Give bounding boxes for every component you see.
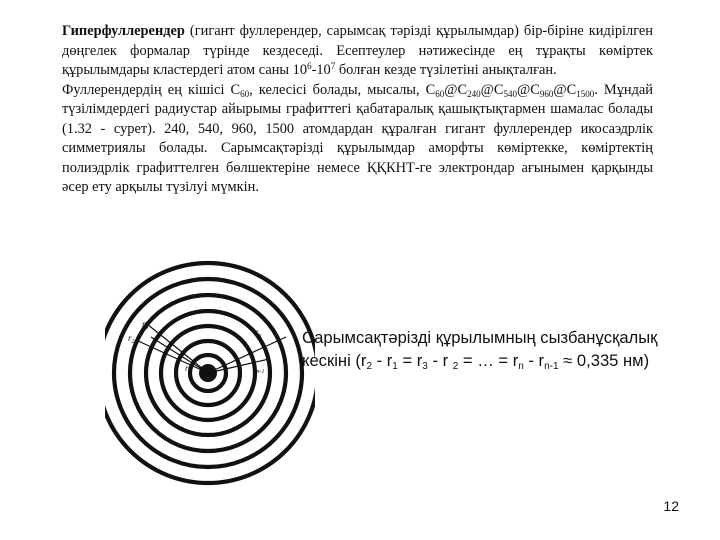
paragraph-1-text: болған кезде түзілетіні анықталған. — [335, 62, 557, 78]
caption-text: - r — [372, 351, 393, 370]
subscript: 2 — [452, 361, 459, 372]
subscript: 240 — [467, 88, 481, 99]
caption-text: - r — [427, 351, 453, 370]
figure-caption — [302, 326, 682, 372]
subscript: 2 — [366, 361, 372, 372]
label-rn: $r_n$ — [255, 327, 262, 339]
paragraph-2-text: @С — [553, 81, 577, 98]
label-r2: $r_2$ — [128, 333, 135, 345]
subscript: 960 — [539, 88, 554, 99]
label-r1: $r_1$ — [185, 363, 192, 375]
label-r3: $r_3$ — [142, 319, 149, 331]
subscript: 540 — [503, 88, 517, 99]
subscript: 60 — [240, 88, 250, 99]
term-hyperfullerenes: Гиперфуллерендер — [62, 23, 185, 39]
subscript: 3 — [422, 361, 428, 372]
paragraph-2-text: @С — [480, 81, 504, 98]
paragraph-2-text: @С — [444, 81, 468, 98]
label-rn-1: $r_{n-1}$ — [253, 363, 265, 375]
paragraph-2-text: @С — [516, 81, 540, 98]
page-number: 12 — [663, 498, 679, 514]
subscript: 1 — [392, 361, 398, 372]
caption-text: - r — [523, 351, 545, 370]
paragraph-2-text: , келесісі болады, мысалы, С — [249, 81, 436, 98]
body-text — [62, 22, 653, 198]
caption-text: = r — [397, 351, 423, 370]
superscript: 6 — [307, 61, 312, 71]
paragraph-2-text: Фуллерендердің ең кішісі С — [62, 81, 241, 98]
paragraph-1-text: -10 — [311, 62, 331, 78]
subscript: 60 — [435, 88, 445, 99]
caption-text: ≈ 0,335 нм) — [558, 351, 650, 370]
paragraph-1-text: (гигант фуллерендер, сарымсақ тәрізді құрылымдар) бір-біріне кидірілген дөңгелек формалар түрінде кездеседі. Есептеулер нәтижесінде ең тұрақты көміртек құрылымдары кластердегі атом саны 10 — [62, 23, 653, 78]
subscript: 1500 — [576, 88, 595, 99]
caption-text: = … = r — [458, 351, 519, 370]
paragraph-2-text: . Мұндай түзілімдердегі радиустар айырымы графиттегі қабатаралық қашықтықтармен шамалас болады (1.32 - сурет). 240, 540, 960, 1500 атомдардан құралған гигант фуллерендер икосаэдрлік симметриялы болады. Сарымсақтәрізді құрылымдар аморфты көміртекке, көміртектің полиэдрлік графиттелген бөлшектеріне немесе ҚҚКНТ-ге электрондар ағынымен қарқынды әсер ету арқылы түзілуі мүмкін. — [62, 81, 654, 195]
paragraph-1 — [62, 22, 653, 81]
superscript: 7 — [330, 61, 336, 71]
subscript: n — [518, 361, 524, 372]
caption-text: Сарымсақтәрізді құрылымның сызбанұсқалық кескіні (r — [302, 328, 658, 370]
onion-structure-figure — [105, 245, 315, 490]
paragraph-2 — [62, 81, 653, 198]
subscript: n-1 — [544, 361, 559, 372]
